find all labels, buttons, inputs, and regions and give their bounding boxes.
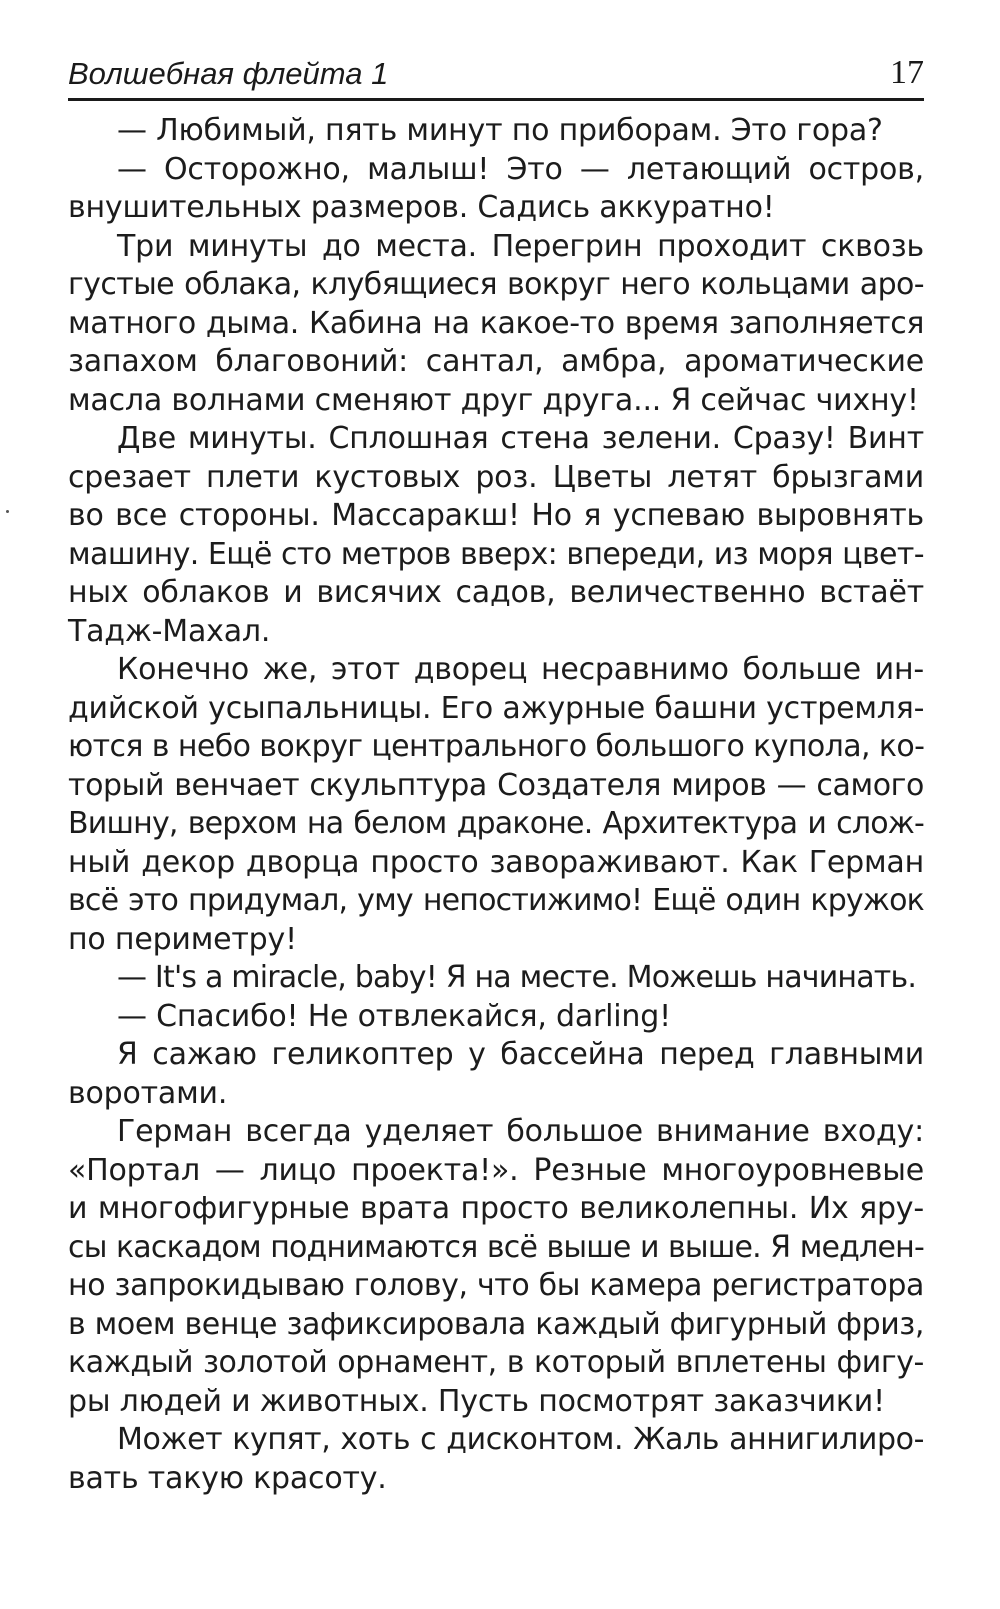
text-line: запахом благовоний: сантал, амбра, ароматические (68, 344, 924, 379)
text-line: матного дыма. Кабина на какое-то время заполняется (68, 305, 924, 341)
paragraph (68, 998, 924, 1037)
text-line: Тадж-Махал. (68, 613, 271, 649)
body-text (68, 112, 924, 1498)
text-line: Две минуты. Сплошная стена зелени. Сразу! Винт (117, 421, 924, 456)
running-head (68, 52, 924, 101)
margin-speck (6, 510, 9, 513)
text-line: внушительных размеров. Садись аккуратно! (68, 190, 775, 225)
text-line: в моем венце зафиксировала каждый фигурный фриз, (68, 1306, 924, 1342)
text-line: но запрокидываю голову, что бы камера регистратора (68, 1268, 924, 1303)
text-line: и многофигурные врата просто великолепны. Их яру- (68, 1191, 924, 1226)
paragraph (68, 420, 924, 651)
text-line: Конечно же, этот дворец несравнимо больше ин- (117, 652, 924, 687)
text-line: каждый золотой орнамент, в который вплетены фигу- (68, 1345, 924, 1380)
text-line: вать такую красоту. (68, 1460, 387, 1496)
text-line: Герман всегда уделяет большое внимание входу: (117, 1114, 924, 1149)
text-line: ются в небо вокруг центрального большого купола, ко- (68, 729, 925, 764)
text-line: — It's a miracle, baby! Я на месте. Можешь начинать. (117, 960, 917, 995)
text-line: «Портал — лицо проекта!». Резные многоуровневые (68, 1152, 924, 1188)
text-line: машину. Ещё сто метров вверх: впереди, из моря цвет- (68, 536, 924, 572)
text-line: во все стороны. Массаракш! Но я успеваю выровнять (68, 498, 924, 533)
text-line: Я сажаю геликоптер у бассейна перед главными (117, 1037, 924, 1072)
text-line: Может купят, хоть с дисконтом. Жаль аннигилиро- (117, 1422, 924, 1457)
text-line: ры людей и животных. Пусть посмотрят заказчики! (68, 1383, 885, 1419)
paragraph (68, 651, 924, 959)
text-line: срезает плети кустовых роз. Цветы летят брызгами (68, 459, 924, 495)
text-line: — Осторожно, малыш! Это — летающий остров, (117, 151, 924, 187)
text-line: торый венчает скульптура Создателя миров — самого (68, 767, 924, 803)
paragraph (68, 1036, 924, 1113)
text-line: дийской усыпальницы. Его ажурные башни устремля- (68, 690, 925, 726)
text-line: — Любимый, пять минут по приборам. Это гора? (117, 113, 883, 148)
paragraph (68, 151, 924, 228)
book-title: Волшебная флейта 1 (68, 56, 389, 91)
text-line: сы каскадом поднимаются всё выше и выше. Я медлен- (68, 1229, 924, 1265)
text-line: масла волнами сменяют друг друга... Я сейчас чихну! (68, 382, 919, 418)
text-line: всё это придумал, уму непостижимо! Ещё один кружок (68, 883, 924, 918)
text-line: густые облака, клубящиеся вокруг него кольцами аро- (68, 267, 924, 302)
text-line: по периметру! (68, 921, 297, 957)
paragraph (68, 959, 924, 998)
text-line: — Спасибо! Не отвлекайся, darling! (117, 998, 671, 1034)
text-line: ных облаков и висячих садов, величественно встаёт (68, 575, 924, 610)
page-number: 17 (890, 54, 924, 91)
text-line: ный декор дворца просто завораживают. Как Герман (68, 844, 924, 880)
paragraph (68, 228, 924, 421)
text-line: Вишну, верхом на белом драконе. Архитектура и слож- (68, 806, 924, 841)
text-line: Три минуты до места. Перегрин проходит сквозь (117, 228, 924, 264)
paragraph (68, 1421, 924, 1498)
paragraph (68, 112, 924, 151)
text-line: воротами. (68, 1075, 228, 1111)
paragraph (68, 1113, 924, 1421)
